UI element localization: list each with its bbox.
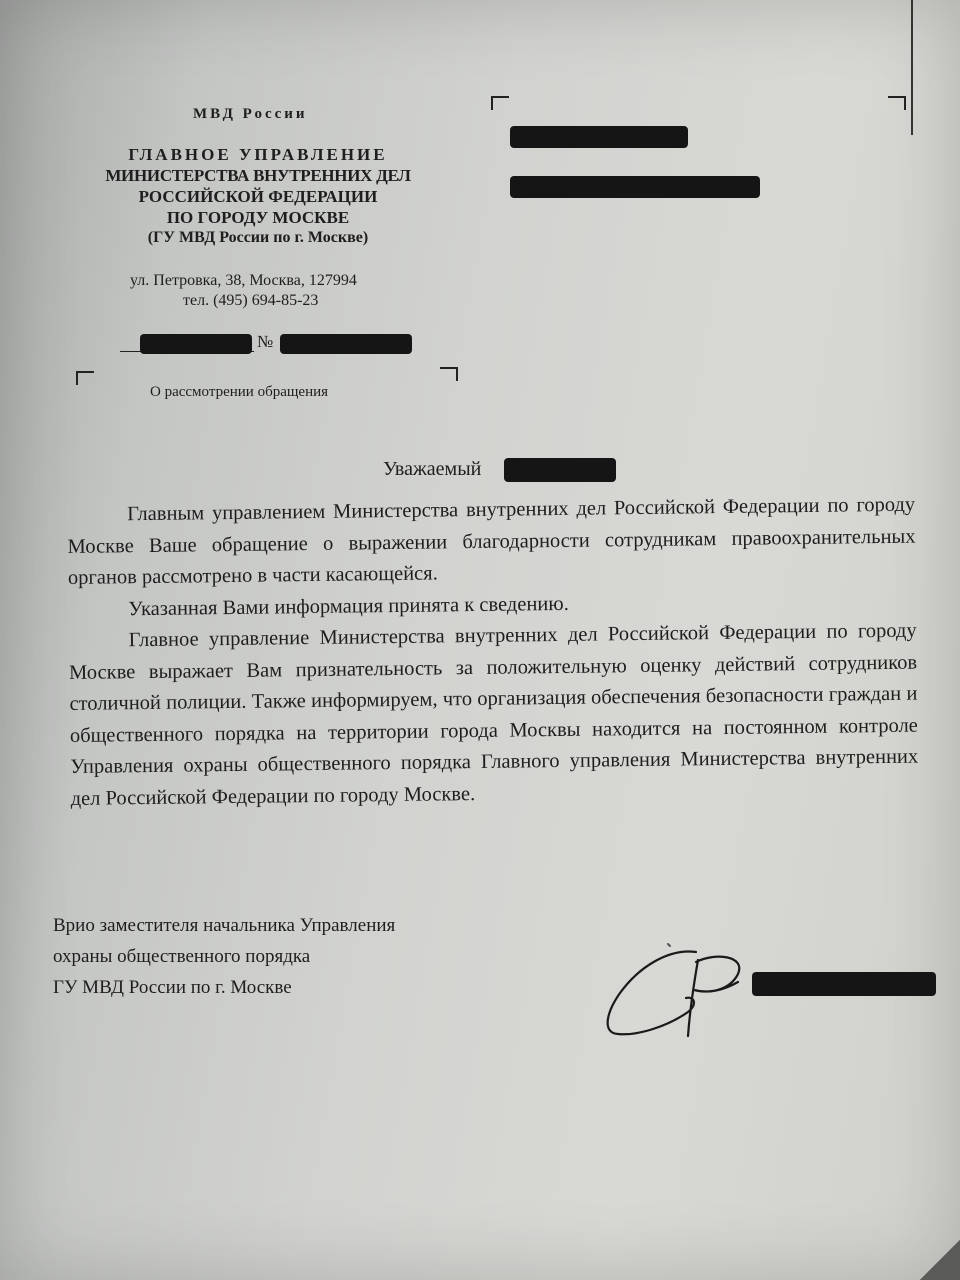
redacted-signer-name (752, 972, 936, 996)
dept-line-1: ГЛАВНОЕ УПРАВЛЕНИЕ (128, 145, 388, 164)
dept-short-name: (ГУ МВД России по г. Москве) (147, 229, 369, 246)
dept-line-2: МИНИСТЕРСТВА ВНУТРЕННИХ ДЕЛ (105, 166, 411, 185)
background-corner (920, 1240, 960, 1280)
body-paragraph-3: Главное управление Министерства внутренних дел Российской Федерации по городу Москве выражает Вам признательность за положительную оценку действий сотрудников столичной полиции. Также информируем, что организация обеспечения безопасности граждан и общественного порядка на территории города Москвы находится на постоянном контроле Управления охраны общественного порядка Главного управления Министерства внутренних дел Российской Федерации по городу Москве. (68, 619, 919, 810)
redacted-recipient-line-2 (510, 176, 760, 198)
redacted-reg-number (280, 334, 412, 354)
handwritten-signature (598, 938, 758, 1048)
subject-line: О рассмотрении обращения (150, 384, 329, 400)
dept-line-4: ПО ГОРОДУ МОСКВЕ (166, 208, 350, 227)
body-paragraph-1: Главным управлением Министерства внутренних дел Российской Федерации по городу Москве Ваше обращение о выражении благодарности сотрудникам правоохранительных органов рассмотрено в части касающейся. (67, 493, 916, 589)
subject-bracket-left (76, 371, 94, 385)
letter-body (67, 490, 919, 815)
signer-title-line-2: охраны общественного порядка (53, 946, 311, 967)
number-sign: № (257, 332, 274, 351)
redacted-recipient-line-1 (510, 126, 688, 148)
signer-title-line-1: Врио заместителя начальника Управления (53, 915, 396, 936)
recipient-bracket-left (491, 96, 509, 110)
page-edge-line (911, 0, 913, 135)
signer-block (53, 910, 395, 1003)
phone: тел. (495) 694-85-23 (183, 292, 319, 309)
redacted-addressee-name (504, 458, 616, 482)
body-paragraph-2: Указанная Вами информация принята к сведению. (128, 592, 569, 620)
subject-bracket-right (440, 367, 458, 381)
ministry-name: МВД России (193, 106, 308, 122)
recipient-bracket-right (888, 96, 906, 110)
redacted-date (140, 334, 252, 354)
greeting: Уважаемый (383, 458, 482, 480)
signer-title-line-3: ГУ МВД России по г. Москве (53, 977, 292, 998)
dept-line-3: РОССИЙСКОЙ ФЕДЕРАЦИИ (138, 187, 378, 206)
address: ул. Петровка, 38, Москва, 127994 (130, 272, 357, 289)
